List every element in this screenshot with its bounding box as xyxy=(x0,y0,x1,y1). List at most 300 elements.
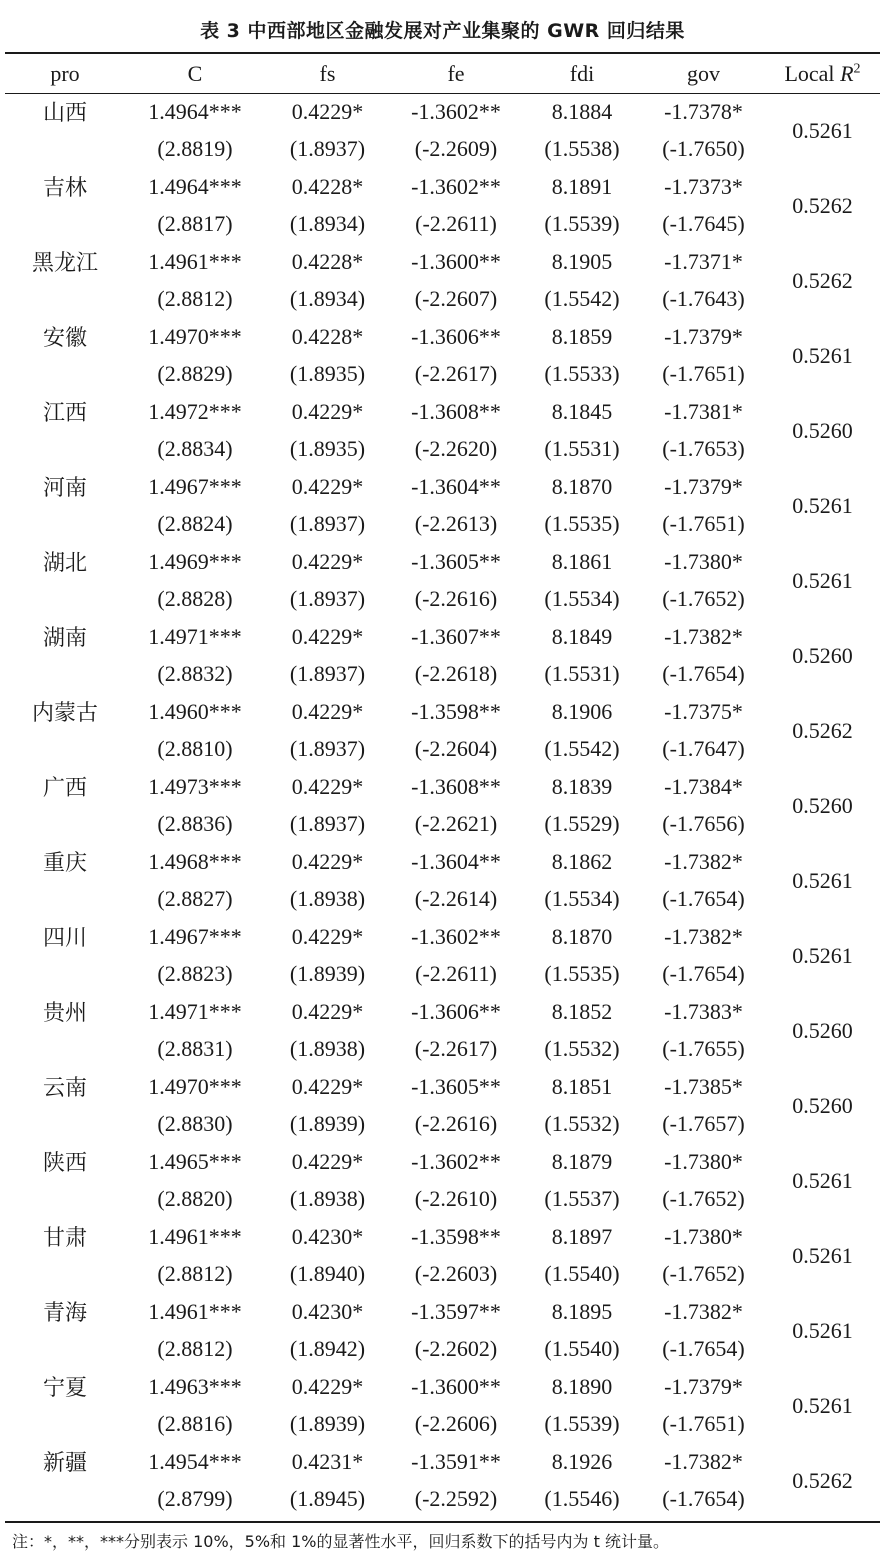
table-row xyxy=(5,1293,880,1331)
tstat-fs: (1.8938) xyxy=(289,1186,366,1212)
table-row-tstat xyxy=(5,1406,880,1444)
tstat-fe: (-2.2621) xyxy=(414,811,498,837)
tstat-c: (2.8799) xyxy=(157,1486,233,1512)
tstat-gov: (-1.7645) xyxy=(662,211,745,237)
coef-fdi: 8.1905 xyxy=(551,248,613,274)
tstat-gov: (-1.7651) xyxy=(662,361,745,387)
bottom-rule xyxy=(5,1521,880,1523)
tstat-fs: (1.8939) xyxy=(289,1111,366,1137)
coef-fdi: 8.1851 xyxy=(551,1073,613,1099)
tstat-fe: (-2.2611) xyxy=(415,961,497,987)
tstat-fs: (1.8937) xyxy=(289,511,366,537)
province-name: 河南 xyxy=(42,476,87,502)
tstat-c: (2.8817) xyxy=(157,211,233,237)
table-row xyxy=(5,843,880,881)
province-name: 云南 xyxy=(42,1076,87,1102)
table-row xyxy=(5,168,880,206)
local-r2-value: 0.5262 xyxy=(792,192,853,218)
table-row xyxy=(5,693,880,731)
tstat-gov: (-1.7651) xyxy=(662,1411,745,1437)
coef-c: 1.4963*** xyxy=(148,1373,242,1399)
coef-fe: -1.3602** xyxy=(411,1148,501,1174)
coef-fe: -1.3598** xyxy=(411,1223,501,1249)
tstat-fdi: (1.5542) xyxy=(544,736,620,762)
coef-fs: 0.4231* xyxy=(291,1448,364,1474)
province-spacer xyxy=(5,881,125,919)
province-spacer xyxy=(5,506,125,544)
coef-c: 1.4968*** xyxy=(148,848,242,874)
tstat-fs: (1.8939) xyxy=(289,961,366,987)
province-name: 重庆 xyxy=(42,851,87,877)
coef-fdi: 8.1870 xyxy=(551,473,613,499)
province-name: 青海 xyxy=(42,1301,87,1327)
header-gov: gov xyxy=(687,60,720,86)
province-name: 新疆 xyxy=(42,1451,87,1477)
coef-gov: -1.7380* xyxy=(664,1223,743,1249)
tstat-c: (2.8828) xyxy=(157,586,233,612)
local-r2-value: 0.5262 xyxy=(792,1467,853,1493)
coef-gov: -1.7382* xyxy=(664,623,743,649)
table-row-tstat xyxy=(5,806,880,844)
table-note: 注：*，**，***分别表示 10%，5%和 1%的显著性水平，回归系数下的括号内为 t 统计量。 xyxy=(12,1532,669,1551)
coef-fe: -1.3606** xyxy=(411,998,501,1024)
tstat-fdi: (1.5529) xyxy=(544,811,620,837)
coef-fs: 0.4228* xyxy=(291,248,364,274)
tstat-fe: (-2.2604) xyxy=(414,736,498,762)
tstat-gov: (-1.7654) xyxy=(662,961,745,987)
coef-c: 1.4967*** xyxy=(148,473,242,499)
tstat-c: (2.8836) xyxy=(157,811,233,837)
coef-fdi: 8.1862 xyxy=(551,848,613,874)
table-row-tstat xyxy=(5,1181,880,1219)
tstat-fs: (1.8938) xyxy=(289,886,366,912)
local-r2-value: 0.5261 xyxy=(792,1392,853,1418)
tstat-fdi: (1.5532) xyxy=(544,1036,620,1062)
coef-fdi: 8.1895 xyxy=(551,1298,613,1324)
table-row xyxy=(5,243,880,281)
local-r2-value: 0.5260 xyxy=(792,1017,853,1043)
header-fs: fs xyxy=(319,60,336,86)
coef-fe: -1.3597** xyxy=(411,1298,501,1324)
coef-fs: 0.4229* xyxy=(291,848,364,874)
coef-c: 1.4964*** xyxy=(148,173,242,199)
coef-c: 1.4961*** xyxy=(148,248,242,274)
table-row xyxy=(5,1218,880,1256)
table-row-tstat xyxy=(5,281,880,319)
coef-fe: -1.3602** xyxy=(411,173,501,199)
coef-gov: -1.7375* xyxy=(664,698,743,724)
local-r2-value: 0.5261 xyxy=(792,1242,853,1268)
table-row xyxy=(5,93,880,131)
coef-fs: 0.4229* xyxy=(291,98,364,124)
province-spacer xyxy=(5,1031,125,1069)
tstat-c: (2.8824) xyxy=(157,511,233,537)
province-name: 安徽 xyxy=(42,326,87,352)
tstat-gov: (-1.7654) xyxy=(662,661,745,687)
tstat-c: (2.8823) xyxy=(157,961,233,987)
header-row xyxy=(5,54,880,93)
tstat-fs: (1.8938) xyxy=(289,1036,366,1062)
tstat-fdi: (1.5539) xyxy=(544,1411,620,1437)
table-row-tstat xyxy=(5,1331,880,1369)
coef-c: 1.4954*** xyxy=(148,1448,242,1474)
tstat-fdi: (1.5546) xyxy=(544,1486,620,1512)
tstat-fe: (-2.2610) xyxy=(414,1186,498,1212)
tstat-gov: (-1.7657) xyxy=(662,1111,745,1137)
table-row-tstat xyxy=(5,206,880,244)
header-local-r2-symbol: R xyxy=(840,60,854,86)
tstat-c: (2.8827) xyxy=(157,886,233,912)
local-r2-value: 0.5260 xyxy=(792,417,853,443)
province-name: 陕西 xyxy=(42,1151,87,1177)
coef-fdi: 8.1870 xyxy=(551,923,613,949)
tstat-fs: (1.8940) xyxy=(289,1261,366,1287)
province-spacer xyxy=(5,356,125,394)
table-row xyxy=(5,1143,880,1181)
coef-gov: -1.7380* xyxy=(664,548,743,574)
local-r2-value: 0.5261 xyxy=(792,1317,853,1343)
coef-fdi: 8.1906 xyxy=(551,698,613,724)
tstat-fe: (-2.2607) xyxy=(414,286,498,312)
tstat-fs: (1.8937) xyxy=(289,586,366,612)
coef-fs: 0.4230* xyxy=(291,1298,364,1324)
province-spacer xyxy=(5,656,125,694)
coef-fe: -1.3591** xyxy=(411,1448,501,1474)
header-local-r2-sup: 2 xyxy=(853,61,861,77)
local-r2-value: 0.5260 xyxy=(792,642,853,668)
header-local-r2-prefix: Local xyxy=(784,60,841,86)
province-spacer xyxy=(5,281,125,319)
province-spacer xyxy=(5,731,125,769)
coef-c: 1.4964*** xyxy=(148,98,242,124)
tstat-c: (2.8812) xyxy=(157,1261,233,1287)
coef-c: 1.4970*** xyxy=(148,1073,242,1099)
local-r2-value: 0.5261 xyxy=(792,942,853,968)
table-row-tstat xyxy=(5,1481,880,1519)
tstat-c: (2.8810) xyxy=(157,736,233,762)
coef-fdi: 8.1861 xyxy=(551,548,613,574)
coef-fs: 0.4229* xyxy=(291,1373,364,1399)
tstat-c: (2.8831) xyxy=(157,1036,233,1062)
tstat-gov: (-1.7647) xyxy=(662,736,745,762)
coef-fs: 0.4229* xyxy=(291,1148,364,1174)
tstat-fdi: (1.5542) xyxy=(544,286,620,312)
coef-fdi: 8.1879 xyxy=(551,1148,613,1174)
tstat-c: (2.8819) xyxy=(157,136,233,162)
tstat-c: (2.8820) xyxy=(157,1186,233,1212)
table-row-tstat xyxy=(5,1031,880,1069)
coef-fe: -1.3604** xyxy=(411,473,501,499)
coef-fe: -1.3608** xyxy=(411,398,501,424)
coef-fe: -1.3608** xyxy=(411,773,501,799)
province-spacer xyxy=(5,1406,125,1444)
coef-gov: -1.7381* xyxy=(664,398,743,424)
province-spacer xyxy=(5,1481,125,1519)
table-row-tstat xyxy=(5,956,880,994)
tstat-fdi: (1.5531) xyxy=(544,661,620,687)
table-row-tstat xyxy=(5,1256,880,1294)
coef-fs: 0.4229* xyxy=(291,473,364,499)
coef-fe: -1.3602** xyxy=(411,923,501,949)
tstat-fdi: (1.5532) xyxy=(544,1111,620,1137)
tstat-fs: (1.8937) xyxy=(289,136,366,162)
table-row xyxy=(5,993,880,1031)
tstat-fdi: (1.5534) xyxy=(544,886,620,912)
coef-fs: 0.4228* xyxy=(291,173,364,199)
tstat-c: (2.8812) xyxy=(157,286,233,312)
local-r2-value: 0.5260 xyxy=(792,1092,853,1118)
local-r2-value: 0.5262 xyxy=(792,267,853,293)
coef-fdi: 8.1890 xyxy=(551,1373,613,1399)
coef-fe: -1.3602** xyxy=(411,98,501,124)
coef-gov: -1.7384* xyxy=(664,773,743,799)
tstat-fs: (1.8937) xyxy=(289,811,366,837)
coef-fe: -1.3606** xyxy=(411,323,501,349)
tstat-gov: (-1.7654) xyxy=(662,1336,745,1362)
tstat-gov: (-1.7654) xyxy=(662,1486,745,1512)
tstat-fe: (-2.2617) xyxy=(414,361,498,387)
table-caption: 表 3 中西部地区金融发展对产业集聚的 GWR 回归结果 xyxy=(200,20,685,42)
province-name: 黑龙江 xyxy=(31,251,98,277)
coef-c: 1.4965*** xyxy=(148,1148,242,1174)
tstat-fe: (-2.2602) xyxy=(414,1336,498,1362)
province-name: 宁夏 xyxy=(42,1376,87,1402)
coef-gov: -1.7379* xyxy=(664,323,743,349)
coef-fdi: 8.1845 xyxy=(551,398,613,424)
table-row xyxy=(5,768,880,806)
coef-gov: -1.7385* xyxy=(664,1073,743,1099)
tstat-fe: (-2.2616) xyxy=(414,1111,498,1137)
tstat-fdi: (1.5538) xyxy=(544,136,620,162)
tstat-c: (2.8830) xyxy=(157,1111,233,1137)
province-name: 江西 xyxy=(42,401,87,427)
tstat-fs: (1.8937) xyxy=(289,661,366,687)
tstat-fs: (1.8937) xyxy=(289,736,366,762)
tstat-gov: (-1.7650) xyxy=(662,136,745,162)
coef-fs: 0.4229* xyxy=(291,1073,364,1099)
table-row-tstat xyxy=(5,581,880,619)
coef-fe: -1.3600** xyxy=(411,1373,501,1399)
header-fdi: fdi xyxy=(569,60,595,86)
province-spacer xyxy=(5,431,125,469)
tstat-c: (2.8832) xyxy=(157,661,233,687)
province-name: 山西 xyxy=(42,101,87,127)
regression-table xyxy=(5,54,880,1518)
coef-fs: 0.4229* xyxy=(291,698,364,724)
header-fe: fe xyxy=(447,60,465,86)
tstat-fs: (1.8942) xyxy=(289,1336,366,1362)
tstat-fe: (-2.2592) xyxy=(414,1486,498,1512)
coef-c: 1.4961*** xyxy=(148,1223,242,1249)
coef-gov: -1.7382* xyxy=(664,848,743,874)
province-name: 广西 xyxy=(42,776,87,802)
tstat-fdi: (1.5540) xyxy=(544,1261,620,1287)
tstat-gov: (-1.7651) xyxy=(662,511,745,537)
tstat-fs: (1.8934) xyxy=(289,286,366,312)
tstat-fe: (-2.2606) xyxy=(414,1411,498,1437)
coef-fs: 0.4229* xyxy=(291,923,364,949)
province-spacer xyxy=(5,1181,125,1219)
table-row xyxy=(5,318,880,356)
coef-gov: -1.7373* xyxy=(664,173,743,199)
coef-c: 1.4970*** xyxy=(148,323,242,349)
province-name: 四川 xyxy=(42,926,87,952)
table-row-tstat xyxy=(5,731,880,769)
coef-fs: 0.4229* xyxy=(291,623,364,649)
coef-fs: 0.4229* xyxy=(291,398,364,424)
table-row-tstat xyxy=(5,431,880,469)
coef-c: 1.4971*** xyxy=(148,623,242,649)
coef-gov: -1.7382* xyxy=(664,1298,743,1324)
tstat-c: (2.8812) xyxy=(157,1336,233,1362)
tstat-fs: (1.8935) xyxy=(289,436,366,462)
coef-fdi: 8.1859 xyxy=(551,323,613,349)
tstat-gov: (-1.7654) xyxy=(662,886,745,912)
province-name: 甘肃 xyxy=(42,1226,87,1252)
local-r2-value: 0.5261 xyxy=(792,492,853,518)
tstat-fdi: (1.5531) xyxy=(544,436,620,462)
table-row xyxy=(5,618,880,656)
tstat-fdi: (1.5540) xyxy=(544,1336,620,1362)
tstat-gov: (-1.7652) xyxy=(662,586,745,612)
tstat-fdi: (1.5537) xyxy=(544,1186,620,1212)
local-r2-value: 0.5261 xyxy=(792,1167,853,1193)
table-row xyxy=(5,543,880,581)
coef-gov: -1.7371* xyxy=(664,248,743,274)
table-row-tstat xyxy=(5,356,880,394)
province-name: 湖南 xyxy=(42,626,87,652)
coef-fdi: 8.1839 xyxy=(551,773,613,799)
province-spacer xyxy=(5,1106,125,1144)
tstat-fdi: (1.5535) xyxy=(544,511,620,537)
tstat-fdi: (1.5533) xyxy=(544,361,620,387)
tstat-fe: (-2.2613) xyxy=(414,511,498,537)
tstat-gov: (-1.7643) xyxy=(662,286,745,312)
coef-fs: 0.4229* xyxy=(291,773,364,799)
province-spacer xyxy=(5,581,125,619)
coef-c: 1.4972*** xyxy=(148,398,242,424)
coef-gov: -1.7382* xyxy=(664,923,743,949)
tstat-c: (2.8829) xyxy=(157,361,233,387)
header-pro: pro xyxy=(50,60,80,86)
tstat-fdi: (1.5534) xyxy=(544,586,620,612)
coef-c: 1.4969*** xyxy=(148,548,242,574)
province-name: 湖北 xyxy=(42,551,87,577)
province-name: 贵州 xyxy=(42,1001,87,1027)
tstat-c: (2.8834) xyxy=(157,436,233,462)
header-c: C xyxy=(187,60,203,86)
coef-c: 1.4967*** xyxy=(148,923,242,949)
table-row xyxy=(5,1443,880,1481)
local-r2-value: 0.5260 xyxy=(792,792,853,818)
tstat-fe: (-2.2618) xyxy=(414,661,498,687)
tstat-fs: (1.8935) xyxy=(289,361,366,387)
local-r2-value: 0.5261 xyxy=(792,117,853,143)
table-row xyxy=(5,468,880,506)
province-name: 内蒙古 xyxy=(31,701,98,727)
coef-gov: -1.7382* xyxy=(664,1448,743,1474)
tstat-c: (2.8816) xyxy=(157,1411,233,1437)
province-spacer xyxy=(5,1256,125,1294)
coef-gov: -1.7379* xyxy=(664,473,743,499)
coef-fs: 0.4229* xyxy=(291,548,364,574)
province-spacer xyxy=(5,956,125,994)
coef-c: 1.4960*** xyxy=(148,698,242,724)
coef-fdi: 8.1852 xyxy=(551,998,613,1024)
coef-fe: -1.3598** xyxy=(411,698,501,724)
coef-gov: -1.7380* xyxy=(664,1148,743,1174)
tstat-fe: (-2.2620) xyxy=(414,436,498,462)
tstat-fe: (-2.2617) xyxy=(414,1036,498,1062)
province-spacer xyxy=(5,206,125,244)
coef-c: 1.4971*** xyxy=(148,998,242,1024)
province-spacer xyxy=(5,131,125,169)
coef-fdi: 8.1891 xyxy=(551,173,613,199)
tstat-fe: (-2.2611) xyxy=(415,211,497,237)
table-row-tstat xyxy=(5,131,880,169)
table-row xyxy=(5,918,880,956)
table-row-tstat xyxy=(5,506,880,544)
table-body xyxy=(5,93,880,1518)
coef-fdi: 8.1926 xyxy=(551,1448,613,1474)
table-row-tstat xyxy=(5,1106,880,1144)
coef-fe: -1.3604** xyxy=(411,848,501,874)
table-row-tstat xyxy=(5,656,880,694)
table-row xyxy=(5,1368,880,1406)
coef-fs: 0.4230* xyxy=(291,1223,364,1249)
tstat-gov: (-1.7653) xyxy=(662,436,745,462)
coef-fs: 0.4229* xyxy=(291,998,364,1024)
coef-c: 1.4973*** xyxy=(148,773,242,799)
coef-fe: -1.3600** xyxy=(411,248,501,274)
coef-gov: -1.7378* xyxy=(664,98,743,124)
coef-fe: -1.3605** xyxy=(411,1073,501,1099)
province-spacer xyxy=(5,1331,125,1369)
table-row xyxy=(5,393,880,431)
coef-gov: -1.7383* xyxy=(664,998,743,1024)
coef-gov: -1.7379* xyxy=(664,1373,743,1399)
tstat-fdi: (1.5535) xyxy=(544,961,620,987)
coef-fe: -1.3607** xyxy=(411,623,501,649)
tstat-fdi: (1.5539) xyxy=(544,211,620,237)
local-r2-value: 0.5261 xyxy=(792,342,853,368)
tstat-gov: (-1.7655) xyxy=(662,1036,745,1062)
tstat-gov: (-1.7652) xyxy=(662,1186,745,1212)
coef-fe: -1.3605** xyxy=(411,548,501,574)
local-r2-value: 0.5261 xyxy=(792,567,853,593)
tstat-fe: (-2.2609) xyxy=(414,136,498,162)
local-r2-value: 0.5262 xyxy=(792,717,853,743)
header-local-r2 xyxy=(765,54,880,93)
province-name: 吉林 xyxy=(42,176,87,202)
table-row-tstat xyxy=(5,881,880,919)
tstat-fe: (-2.2614) xyxy=(414,886,498,912)
tstat-fe: (-2.2603) xyxy=(414,1261,498,1287)
coef-fs: 0.4228* xyxy=(291,323,364,349)
tstat-gov: (-1.7652) xyxy=(662,1261,745,1287)
tstat-gov: (-1.7656) xyxy=(662,811,745,837)
coef-fdi: 8.1897 xyxy=(551,1223,613,1249)
province-spacer xyxy=(5,806,125,844)
tstat-fs: (1.8945) xyxy=(289,1486,366,1512)
tstat-fs: (1.8934) xyxy=(289,211,366,237)
coef-fdi: 8.1884 xyxy=(551,98,613,124)
table-row xyxy=(5,1068,880,1106)
tstat-fe: (-2.2616) xyxy=(414,586,498,612)
coef-c: 1.4961*** xyxy=(148,1298,242,1324)
local-r2-value: 0.5261 xyxy=(792,867,853,893)
coef-fdi: 8.1849 xyxy=(551,623,613,649)
